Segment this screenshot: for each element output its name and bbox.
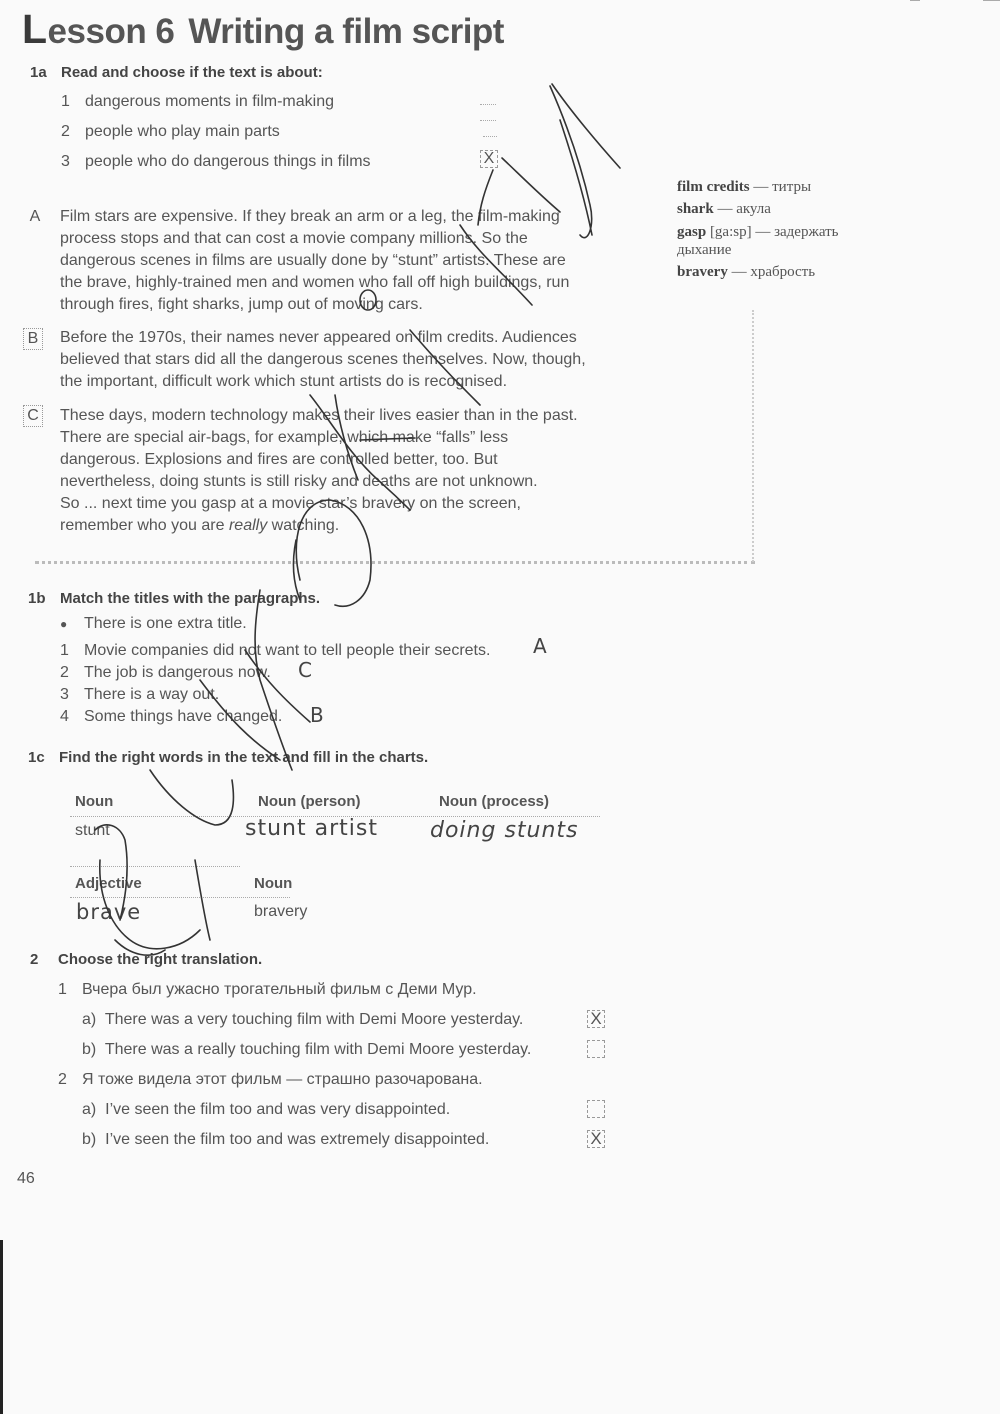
glossary-entry: shark — акула	[677, 201, 771, 217]
checkbox-2b[interactable]: X	[587, 1130, 605, 1148]
glossary	[677, 176, 839, 283]
glossary-entry: bravery — храбрость	[677, 264, 816, 280]
translation-option: a) I’ve seen the film too and was very disappointed.	[82, 1101, 451, 1118]
checkbox-1b[interactable]	[587, 1040, 605, 1058]
chart-value: stunt	[75, 822, 110, 839]
translation-item-1: 1 Вчера был ужасно трогательный фильм с Деми Мур.	[58, 981, 477, 998]
text-frame-bottom	[35, 561, 755, 564]
lesson-topic: Writing a film script	[188, 12, 504, 51]
paragraph-label-a: A	[29, 208, 41, 225]
exercise-number: 1a	[30, 64, 47, 81]
checkbox-1a[interactable]: X	[587, 1010, 605, 1028]
chart-rule	[70, 897, 290, 898]
paragraph-label-c: C	[23, 405, 43, 427]
paragraph-b: Before the 1970s, their names never appeared on film credits. Audiences believed that stars did all the dangerous scenes themselves. Now, though, the important, difficult work which stunt artists do is recognised.	[60, 329, 586, 390]
title-item-1: 1 Movie companies did not want to tell people their secrets.	[60, 642, 491, 659]
translation-option: b) There was a really touching film with Demi Moore yesterday.	[82, 1041, 532, 1058]
handwritten-answer[interactable]: A	[533, 634, 548, 658]
title-item-3: 3 There is a way out.	[60, 686, 220, 703]
answer-blank[interactable]	[480, 104, 496, 105]
paragraph-label-b: B	[23, 328, 43, 350]
chart-header: Adjective	[75, 875, 142, 892]
exercise-number: 2	[30, 951, 39, 968]
exercise-number: 1c	[28, 749, 45, 766]
text-frame-right	[752, 310, 754, 562]
exercise-instruction: Read and choose if the text is about:	[61, 64, 323, 81]
translation-option: b) I’ve seen the film too and was extremely disappointed.	[82, 1131, 490, 1148]
handwritten-answer[interactable]: stunt artist	[245, 816, 378, 841]
translation-item-2: 2 Я тоже видела этот фильм — страшно разочарована.	[58, 1071, 483, 1088]
handwritten-answer[interactable]: doing stunts	[430, 818, 579, 843]
option-2: 2 people who play main parts	[61, 123, 280, 140]
scan-mark	[983, 0, 1000, 1]
scan-edge	[0, 1240, 3, 1414]
option-3: 3 people who do dangerous things in films	[61, 153, 371, 170]
answer-blank[interactable]	[480, 120, 496, 121]
chart-rule	[70, 866, 240, 867]
exercise-number: 1b	[28, 590, 46, 607]
handwritten-answer[interactable]: C	[298, 658, 313, 682]
glossary-entry: film credits — титры	[677, 179, 812, 195]
checkbox-option-3[interactable]: X	[480, 150, 498, 168]
option-1: 1 dangerous moments in film-making	[61, 93, 334, 110]
chart-value: bravery	[254, 903, 308, 920]
note: ● There is one extra title.	[60, 615, 247, 632]
scan-mark	[910, 0, 920, 1]
page-number: 46	[17, 1170, 35, 1187]
chart-header: Noun (person)	[258, 793, 361, 810]
glossary-entry: gasp [ga:sp] — задержать дыхание	[677, 224, 839, 258]
title-item-4: 4 Some things have changed.	[60, 708, 283, 725]
paragraph-c: These days, modern technology makes their lives easier than in the past. There are special air-bags, for example, which make “falls” less dangerous. Explosions and fires are controlled better, too. But nevertheless, doing stunts is still risky and deaths are not unknown. So ... next time you gasp at a movie star’s bravery on the screen, remember who you are really watching.	[60, 407, 578, 534]
exercise-instruction: Find the right words in the text and fill in the charts.	[59, 749, 429, 766]
checkbox-2a[interactable]	[587, 1100, 605, 1118]
exercise-instruction: Match the titles with the paragraphs.	[60, 590, 321, 607]
handwritten-answer[interactable]: B	[310, 703, 325, 727]
chart-header: Noun (process)	[439, 793, 550, 810]
title-initial: L	[22, 6, 47, 52]
page-title	[22, 6, 504, 53]
paragraph-a: Film stars are expensive. If they break an arm or a leg, the film-making process stops and that can cost a movie company millions. So the dangerous scenes in films are usually done by “stunt” artists. These are the brave, highly-trained men and women who fall off high buildings, run through fires, fight sharks, jump out of moving cars.	[60, 208, 570, 313]
handwritten-answer[interactable]: brave	[76, 900, 142, 924]
translation-option: a) There was a very touching film with Demi Moore yesterday.	[82, 1011, 524, 1028]
chart-header: Noun	[75, 793, 114, 810]
exercise-instruction: Choose the right translation.	[58, 951, 263, 968]
answer-blank[interactable]	[483, 136, 497, 137]
title-item-2: 2 The job is dangerous now.	[60, 664, 271, 681]
lesson-label: esson 6	[47, 12, 175, 51]
chart-header: Noun	[254, 875, 293, 892]
